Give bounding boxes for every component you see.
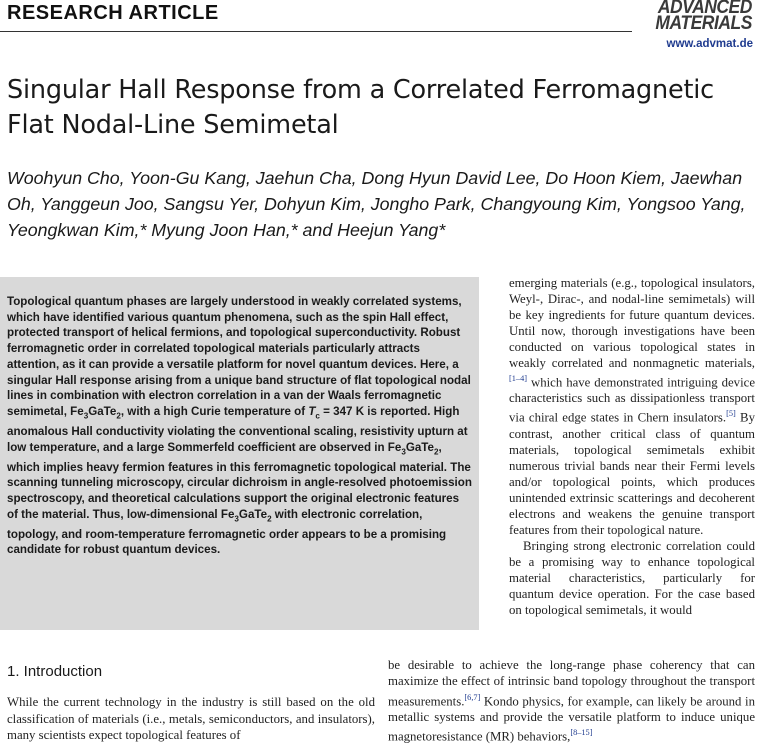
right-column-paragraph-2: Bringing strong electronic correlation could be a promising way to enhance topological material characteristics, particularly for quantum device operation. For the case based on topological semimetals, it would bbox=[509, 538, 755, 617]
abstract-box bbox=[0, 277, 479, 630]
section-heading-introduction: 1. Introduction bbox=[7, 663, 103, 680]
right-column-paragraph-1: emerging materials (e.g., topological insulators, Weyl-, Dirac-, and nodal-line semimetals) will be key ingredients for future quantum devices. Until now, thorough investigations have been conducted on various topological states in weakly correlated and nonmagnetic materials,[1–4] which have demonstrated intriguing device characteristics such as dissipationless transport via chiral edge states in Chern insulators.[5] By contrast, another critical class of quantum materials, topological semimetals exhibit numerous trivial bands near their Fermi levels and/or topological points, which produces unintended extrinsic scatterings and decoherent electrons and weakens the genuine transport features from their topological nature. bbox=[509, 276, 755, 537]
citation-link[interactable]: [8–15] bbox=[570, 728, 593, 738]
journal-logo bbox=[647, 0, 752, 32]
article-title: Singular Hall Response from a Correlated Ferromagnetic Flat Nodal-Line Semimetal bbox=[7, 75, 714, 140]
material-formula: $Fe_3GaTe_2$ bbox=[70, 404, 121, 421]
journal-website-link[interactable]: www.advmat.de bbox=[666, 38, 753, 50]
journal-logo-line-2: MATERIALS bbox=[655, 13, 752, 34]
citation-link[interactable]: [1–4] bbox=[509, 374, 528, 383]
material-formula: $Fe_3GaTe_2$ bbox=[220, 507, 272, 524]
citation-link[interactable]: [5] bbox=[726, 409, 736, 419]
continued-paragraph: be desirable to achieve the long-range phase coherency that can maximize the effect of intrinsic band topology throughout the transport measurements.[6,7] Kondo physics, for example, can likely be around in metallic systems and provide the versatile platform to induce unique magnetoresistance (MR) behaviors,[8–15] bbox=[388, 658, 755, 744]
author-list: Woohyun Cho, Yoon-Gu Kang, Jaehun Cha, Dong Hyun David Lee, Do Hoon Kiem, Jaewhan Oh, Yanggeun Joo, Sangsu Yer, Dohyun Kim, Jongho Park, Changyoung Kim, Yongsoo Yang, Yeongkwan Kim,* Myung Joon Han,* and Heejun Yang* bbox=[7, 168, 746, 240]
abstract-text: Topological quantum phases are largely understood in weakly correlated systems, which have identified various quantum phenomena, such as the spin Hall effect, protected transport of helical fermions, and topological superconductivity. Robust ferromagnetic order in correlated topological materials particularly attracts attention, as it can provide a versatile platform for novel quantum devices. Here, a singular Hall response arising from a unique band structure of flat topological nodal lines in combination with electron correlation in a van der Waals ferromagnetic semimetal, $Fe_3GaTe_2$, with a high Curie temperature of $T_c = 347$ K is reported. High anomalous Hall conductivity violating the conventional scaling, resistivity upturn at low temperature, and a large Sommerfeld coefficient are observed in $Fe_3GaTe_2$, which implies heavy fermion features in this ferromagnetic topological material. The scanning tunneling microscopy, circular dichroism in angle-resolved photoemission spectroscopy, and theoretical calculations support the original electronic features of the material. Thus, low-dimensional $Fe_3GaTe_2$ with electronic correlation, topology, and room-temperature ferromagnetic order appears to be a promising candidate for robust quantum devices. bbox=[7, 295, 472, 557]
material-formula: $Fe_3GaTe_2$ bbox=[387, 440, 439, 456]
article-type-label: RESEARCH ARTICLE bbox=[7, 2, 219, 24]
right-column bbox=[509, 275, 755, 618]
journal-logo-line-1: ADVANCED bbox=[657, 0, 752, 18]
introduction-paragraph: While the current technology in the industry is still based on the old classification of materials (i.e., metals, semiconductors, and insulators), many scientists expect topological features of bbox=[7, 695, 375, 742]
citation-link[interactable]: [6,7] bbox=[464, 692, 481, 702]
header-rule bbox=[0, 31, 632, 32]
